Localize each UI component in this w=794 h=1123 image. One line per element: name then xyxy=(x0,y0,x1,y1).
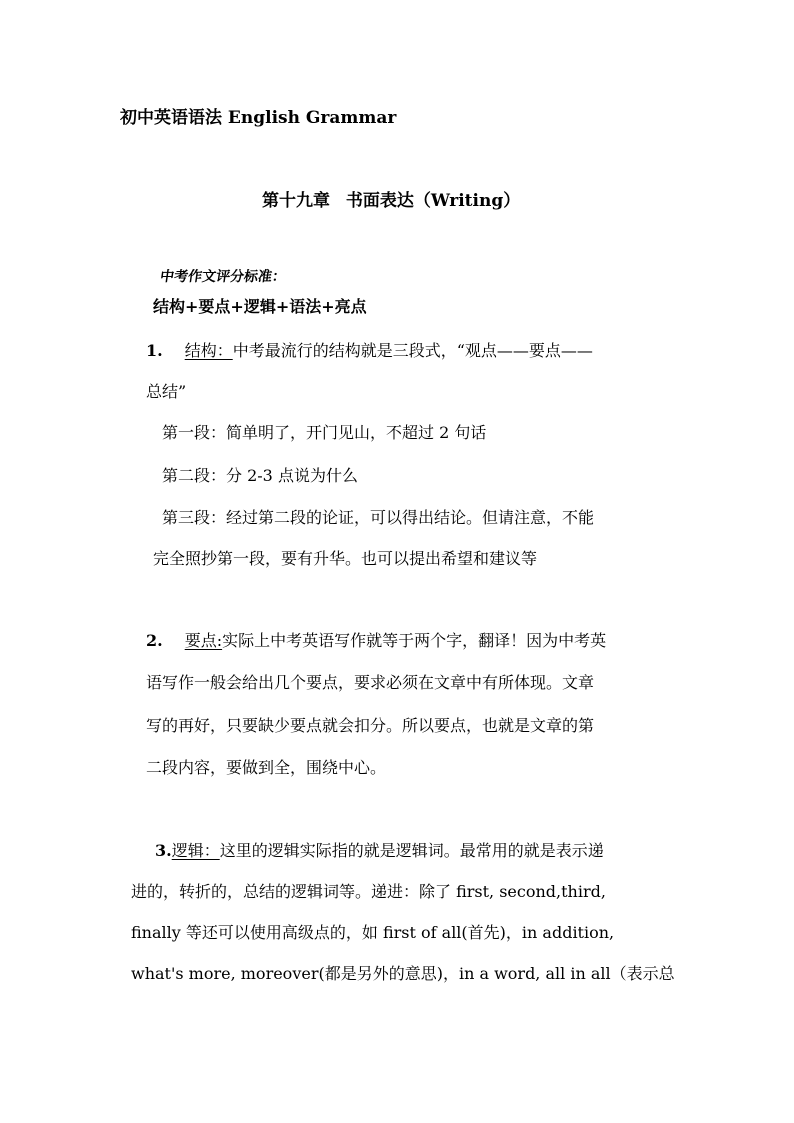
section2-line2: 语写作一般会给出几个要点，要求必须在文章中有所体现。文章 xyxy=(146,673,595,692)
section1-line1 xyxy=(146,340,593,362)
criteria-formula: 结构+要点+逻辑+语法+亮点 xyxy=(153,297,367,316)
section3-line3: finally 等还可以使用高级点的，如 first of all(首先)，in addition, xyxy=(131,923,615,942)
section3-number: 3. xyxy=(155,841,172,860)
section2-number: 2. xyxy=(146,631,163,650)
section2-title: 要点: xyxy=(184,631,223,650)
section1-paragraph2: 第二段：分 2-3 点说为什么 xyxy=(162,466,358,485)
section3-line1: 3.逻辑：这里的逻辑实际指的就是逻辑词。最常用的就是表示递 xyxy=(155,841,604,860)
section1-paragraph1: 第一段：简单明了，开门见山，不超过 2 句话 xyxy=(162,423,487,442)
section1-line2: 总结” xyxy=(146,382,187,401)
section3-title: 逻辑： xyxy=(171,841,220,860)
section1-text: 中考最流行的结构就是三段式，“观点——要点—— xyxy=(232,341,593,360)
section3-line2: 进的，转折的，总结的逻辑词等。递进：除了 first, second,third, xyxy=(131,882,606,901)
section2-line3: 写的再好，只要缺少要点就会扣分。所以要点，也就是文章的第 xyxy=(146,716,595,735)
section1-paragraph3: 第三段：经过第二段的论证，可以得出结论。但请注意，不能 xyxy=(162,508,595,527)
document-header: 初中英语语法 English Grammar xyxy=(120,108,397,128)
section3-line4: what's more, moreover(都是另外的意思)，in a word, all in all（表示总 xyxy=(131,964,675,983)
section2-line1: 2. 要点:实际上中考英语写作就等于两个字，翻译！因为中考英 xyxy=(146,631,607,650)
section1-title: 结构： xyxy=(184,341,233,360)
section2-line4: 二段内容，要做到全，围绕中心。 xyxy=(146,758,387,777)
chapter-title: 第十九章 书面表达（Writing） xyxy=(262,191,521,211)
section1-paragraph3-cont: 完全照抄第一段，要有升华。也可以提出希望和建议等 xyxy=(153,549,538,568)
section1-number: 1. xyxy=(146,341,163,360)
criteria-heading: 中考作文评分标准： xyxy=(158,269,288,285)
